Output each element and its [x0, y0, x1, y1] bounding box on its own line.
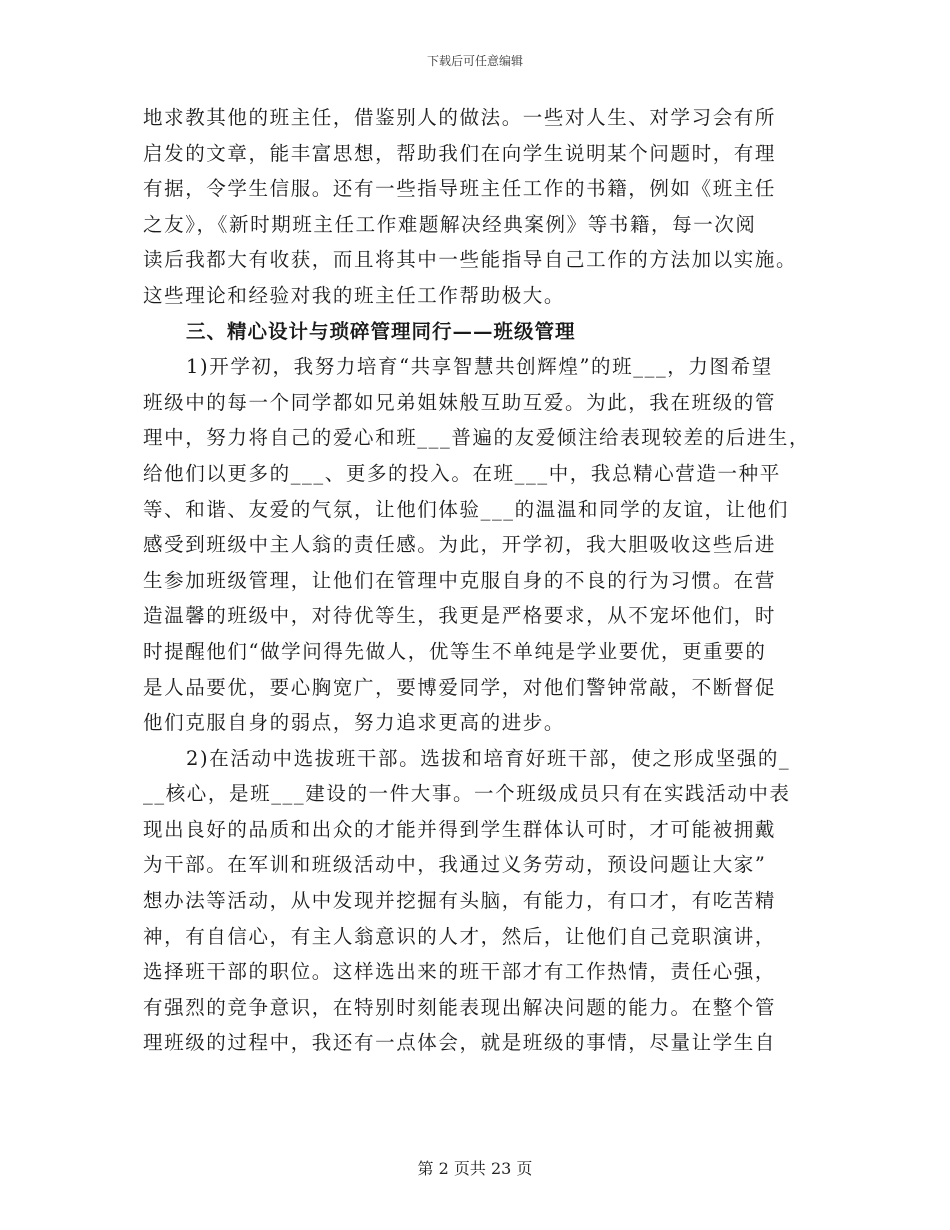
- body-text-line: 有据，令学生信服。还有一些指导班主任工作的书籍，例如《班主任: [143, 177, 777, 201]
- body-text-line: 时提醒他们“做学问得先做人，优等生不单纯是学业要优，更重要的: [143, 639, 767, 663]
- document-body: [143, 100, 813, 1061]
- body-text-line: __核心，是班___建设的一件大事。一个班级成员只有在实践活动中表: [143, 782, 791, 806]
- body-text-line: 地求教其他的班主任，借鉴别人的做法。一些对人生、对学习会有所: [143, 106, 777, 129]
- body-text-line: 1)开学初，我努力培育“共享智慧共创辉煌”的班___，力图希望: [186, 355, 773, 379]
- body-text-line: 为干部。在军训和班级活动中，我通过义务劳动，预设问题让大家”: [143, 853, 767, 877]
- body-text-line: 给他们以更多的___、更多的投入。在班___中，我总精心营造一种平: [143, 461, 781, 485]
- body-text-line: 班级中的每一个同学都如兄弟姐妹般互助互爱。为此，我在班级的管: [143, 390, 777, 414]
- body-text-line: 选择班干部的职位。这样选出来的班干部才有工作热情，责任心强，: [143, 960, 777, 984]
- body-text-line: 这些理论和经验对我的班主任工作帮助极大。: [143, 283, 566, 307]
- body-text-line: 感受到班级中主人翁的责任感。为此，开学初，我大胆吸收这些后进: [143, 533, 777, 557]
- body-text-line: 是人品要优，要心胸宽广，要博爱同学，对他们警钟常敲，不断督促: [143, 675, 777, 699]
- body-text-line: 现出良好的品质和出众的才能并得到学生群体认可时，才可能被拥戴: [143, 817, 777, 841]
- body-text-line: 理班级的过程中，我还有一点体会，就是班级的事情，尽量让学生自: [143, 1031, 777, 1055]
- body-text-line: 等、和谐、友爱的气氛，让他们体验___的温温和同学的友谊，让他们: [143, 497, 789, 521]
- section-heading: 三、精心设计与琐碎管理同行——班级管理: [186, 319, 576, 343]
- body-text-line: 生参加班级管理，让他们在管理中克服自身的不良的行为习惯。在营: [143, 568, 777, 592]
- body-text-line: 理中，努力将自己的爱心和班___普遍的友爱倾注给表现较差的后进生，: [143, 426, 811, 450]
- page-header: 下载后可任意编辑: [426, 54, 523, 68]
- body-text-line: 他们克服自身的弱点，努力追求更高的进步。: [143, 711, 566, 735]
- body-text-line: 之友》，《新时期班主任工作难题解决经典案例》等书籍，每一次阅: [143, 212, 757, 236]
- body-text-line: 想办法等活动，从中发现并挖掘有头脑，有能力，有口才，有吃苦精: [143, 889, 777, 913]
- body-text-line: 启发的文章，能丰富思想，帮助我们在向学生说明某个问题时，有理: [143, 141, 777, 165]
- body-text-line: 造温馨的班级中，对待优等生，我更是严格要求，从不宠坏他们，时: [143, 604, 777, 628]
- page-footer: 第 2 页共 23 页: [417, 1159, 533, 1178]
- body-text-line: 有强烈的竞争意识，在特别时刻能表现出解决问题的能力。在整个管: [143, 995, 777, 1019]
- body-text-line: 读后我都大有收获，而且将其中一些能指导自己工作的方法加以实施。: [143, 248, 798, 272]
- body-text-line: 神，有自信心，有主人翁意识的人才，然后，让他们自己竞职演讲，: [143, 924, 777, 948]
- body-text-line: 2)在活动中选拔班干部。选拔和培育好班干部，使之形成坚强的_: [186, 746, 791, 770]
